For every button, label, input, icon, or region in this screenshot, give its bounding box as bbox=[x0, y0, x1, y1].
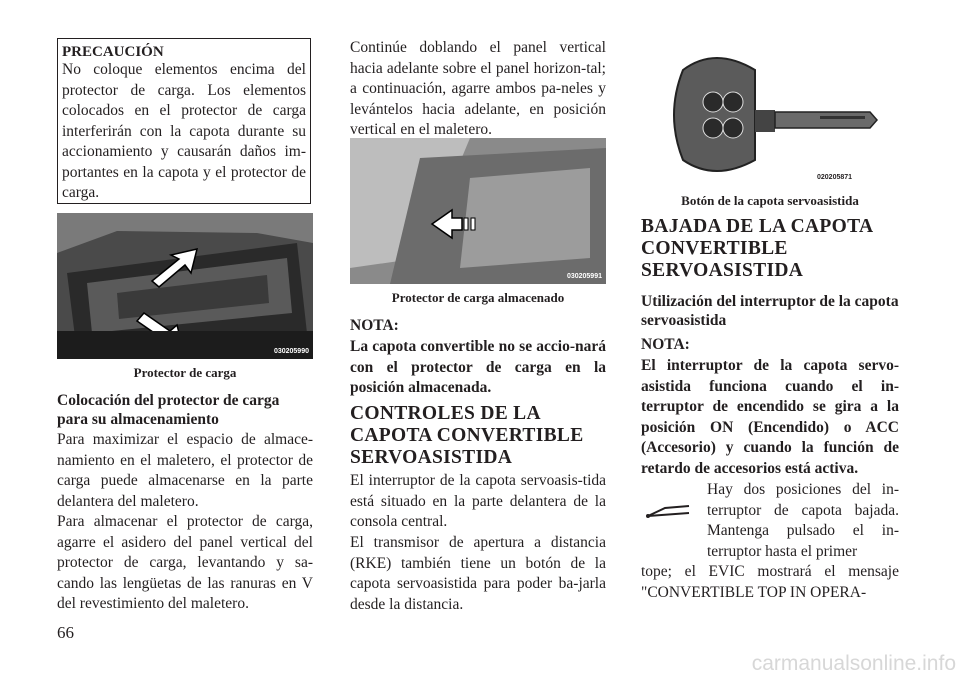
section-heading: BAJADA DE LA CAPOTA CONVERTIBLE SERVOASISTIDA bbox=[641, 216, 873, 281]
key-fob-figure bbox=[655, 50, 900, 185]
paragraph: tope; el EVIC mostrará el mensaje "CONVERTIBLE TOP IN OPERA- bbox=[641, 563, 899, 601]
watermark: carmanualsonline.info bbox=[751, 652, 956, 675]
trunk-illustration bbox=[57, 213, 313, 359]
page-number: 66 bbox=[57, 623, 74, 642]
paragraph: Para almacenar el protector de carga, agarre el asidero del panel vertical del protector de carga, levantando y sa-cando las lengüetas de las ranuras en V del revestimiento del maletero. bbox=[57, 513, 313, 612]
figure-caption: Protector de carga bbox=[133, 365, 237, 380]
note-text: La capota convertible no se accio-nará con el protector de carga en la posición almacenada. bbox=[350, 338, 606, 396]
caution-text: No coloque elementos encima del protector de carga. Los elementos colocados en el protector de carga interferirán con la capota durante su accionamiento y causarán daños im-portantes en la capota y el protector de carga. bbox=[62, 61, 306, 201]
figure-code: 020205871 bbox=[817, 174, 853, 181]
cargo-protector-photo bbox=[57, 213, 313, 359]
section-heading-stowing: Colocación del protector de carga para su almacenamiento bbox=[57, 392, 280, 428]
paragraph: Para maximizar el espacio de almace-namiento en el maletero, el protector de carga puede almacenarse en la parte delantera del maletero. bbox=[57, 431, 313, 510]
figure-code: 030205991 bbox=[566, 273, 602, 280]
note-label: NOTA: bbox=[641, 336, 690, 353]
caution-box bbox=[57, 38, 311, 204]
sub-heading: Utilización del interruptor de la capota servoasistida bbox=[641, 293, 899, 329]
stored-protector-photo bbox=[350, 138, 606, 284]
figure-code: 030205990 bbox=[273, 348, 309, 355]
figure-caption: Protector de carga almacenado bbox=[391, 290, 565, 305]
paragraph: Hay dos posiciones del in-terruptor de capota bajada. Mantenga pulsado el in-terruptor hasta el primer bbox=[707, 481, 899, 560]
section-heading: CONTROLES DE LA CAPOTA CONVERTIBLE SERVOASISTIDA bbox=[350, 403, 584, 468]
caution-title: PRECAUCIÓN bbox=[62, 44, 164, 60]
note-label: NOTA: bbox=[350, 317, 399, 334]
note-text: El interruptor de la capota servo-asistida funciona cuando el in-terruptor de encendido se gira a la posición ON (Encendido) o ACC (Accesorio) y cuando la función de retardo de accesorios está activa. bbox=[641, 357, 899, 477]
paragraph: El transmisor de apertura a distancia (RKE) también tiene un botón de la capota servoasistida para poder ba-jarla desde la distancia. bbox=[350, 534, 606, 613]
convertible-top-icon bbox=[645, 500, 695, 522]
figure-caption: Botón de la capota servoasistida bbox=[681, 193, 859, 208]
paragraph: Continúe doblando el panel vertical hacia adelante sobre el panel horizon-tal; a continuación, agarre ambos pa-neles y levántelos hacia adelante, en posición vertical en el maletero. bbox=[350, 39, 606, 138]
paragraph: El interruptor de la capota servoasis-tida está situado en la parte delantera de la consola central. bbox=[350, 472, 606, 530]
key-fob-illustration bbox=[655, 50, 900, 185]
stored-trunk-illustration bbox=[350, 138, 606, 284]
